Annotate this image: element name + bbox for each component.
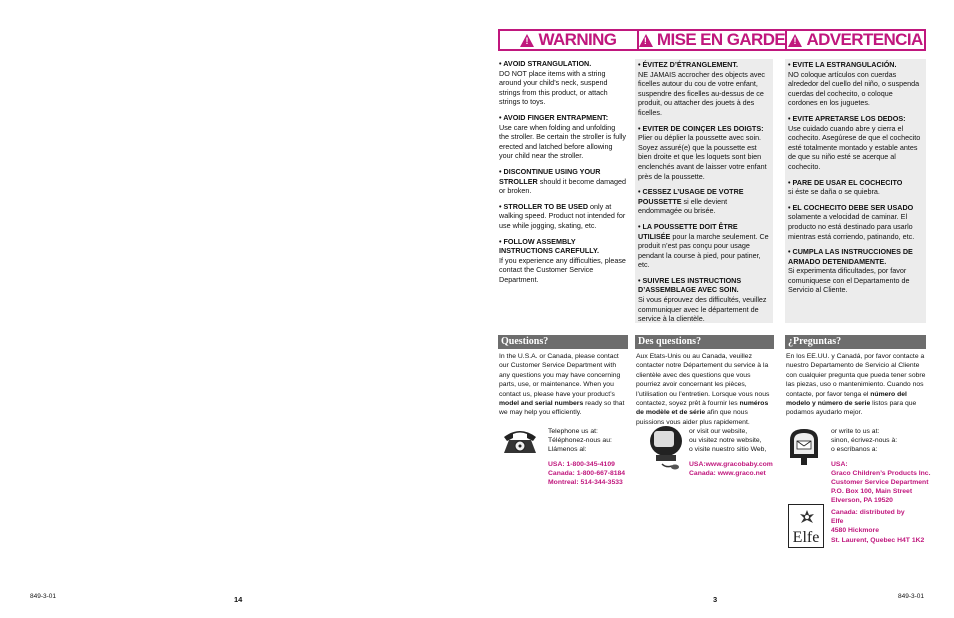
warning-item [638, 222, 771, 270]
mail-address: Graco Children’s Products Inc. [831, 469, 931, 477]
banner-advertencia-label: ADVERTENCIA [806, 30, 923, 49]
canada-line: St. Laurent, Quebec H4T 1K2 [831, 536, 925, 544]
warning-item [638, 60, 771, 118]
para-bold: numéros de modèle et de série [636, 400, 769, 417]
phone-line: Téléphonez-nous au: [548, 437, 612, 445]
web-canada: Canada: www.graco.net [689, 469, 766, 477]
warning-triangle-icon [520, 34, 534, 47]
warning-head: • ÉVITEZ D’ÉTRANGLEMENT. [638, 60, 738, 69]
warning-text: Si vous éprouvez des difficultés, veuillez communiquer avec le département de service à la clientèle. [638, 295, 767, 324]
page-number-right: 3 [713, 595, 718, 604]
warning-text: Use care when folding and unfolding the stroller. Be certain the stroller is fully erected and latched before allowing your child near the stroller. [499, 122, 627, 161]
web-line: ou visitez notre website, [689, 437, 762, 445]
phone-montreal: Montreal: 514-344-3533 [548, 479, 623, 487]
telephone-icon [500, 425, 540, 455]
warning-text: solamente a velocidad de caminar. El producto no está destinado para usarlo mientras está corriendo, patinando, etc. [788, 212, 915, 241]
footer-code-left: 849-3-01 [30, 593, 57, 600]
warning-text: pour la marche seulement. Ce produit n’est pas conçu pour usage pendant la course à pied, pour patiner, etc. [638, 231, 769, 270]
warning-banner [498, 29, 926, 51]
canada-line: 4580 Hickmore [831, 527, 879, 535]
questions-header-fr: Des questions? [635, 335, 774, 349]
elfe-logo [788, 504, 824, 548]
warning-text: Si experimenta dificultades, por favor comuniquese con el Departamento de Servicio al Cliente. [788, 266, 910, 295]
phone-usa: USA: 1-800-345-4109 [548, 460, 615, 468]
computer-icon [648, 424, 684, 472]
canada-distributor-block [831, 508, 941, 545]
warning-text: Use cuidado cuando abre y cierra el cochecito. Asegúrese de que el cochecito esté totalmente montado y estable antes de que su niño esté se acerque al cochecito. [788, 123, 921, 171]
warning-item [499, 59, 627, 107]
web-line: o visite nuestro sitio Web, [689, 446, 767, 454]
warning-triangle-icon [788, 34, 802, 47]
banner-advertencia [787, 31, 924, 49]
french-warnings [635, 59, 773, 323]
para-bold: model and serial numbers [499, 400, 584, 408]
banner-mise-label: MISE EN GARDE [656, 30, 786, 49]
warning-item [638, 187, 771, 216]
warning-head: • CESSEZ L’USAGE DE VOTRE POUSSETTE [638, 187, 744, 206]
warning-item [499, 202, 627, 231]
spanish-warnings [785, 59, 926, 323]
mailbox-icon [786, 426, 822, 466]
warning-head: • EVITER DE COINÇER LES DOIGTS: [638, 123, 764, 133]
warning-head: • DISCONTINUE USING YOUR STROLLER [499, 166, 601, 186]
mail-line: sinon, écrivez-nous à: [831, 437, 898, 445]
warning-head: • EVITE LA ESTRANGULACIÓN. [788, 60, 897, 69]
warning-head: • STROLLER TO BE USED [499, 201, 589, 211]
mail-line: o escríbanos a: [831, 446, 878, 454]
warning-head: • EVITE APRETARSE LOS DEDOS: [788, 113, 906, 123]
warning-text: NO coloque artículos con cuerdas alrededor del cuello del niño, o suspenda cuerdas del cochecito, o coloque cordones en los juguetes. [788, 69, 920, 108]
web-usa: USA:www.gracobaby.com [689, 460, 773, 468]
warning-head: • LA POUSSETTE DOIT ÊTRE UTILISÉE [638, 221, 738, 241]
warning-item [788, 203, 923, 241]
warning-head: • AVOID STRANGULATION. [499, 59, 592, 68]
para-text: In the U.S.A. or Canada, please contact our Customer Service Department with any questions you may have concerning parts, use, or maintenance. When you contact us, please have your product’s [499, 353, 621, 398]
questions-header-es: ¿Preguntas? [785, 335, 926, 349]
warning-text: Plier ou déplier la poussette avec soin. Soyez assuré(e) que la poussette est bien droite et que les loquets sont bien enclenchés avant de laisser votre enfant près de la poussette. [638, 133, 767, 181]
para-text: ready so that we may help you efficiently. [499, 400, 625, 417]
warning-triangle-icon [639, 34, 653, 47]
warning-text: NE JAMAIS accrocher des objects avec ficelles autour du cou de votre enfant, suspendre des ficelles au-dessus de ce produit, ou attacher des jouets à des ficelles. [638, 69, 766, 117]
warning-head: • FOLLOW ASSEMBLY INSTRUCTIONS CAREFULLY. [499, 236, 599, 256]
questions-text-es [786, 352, 926, 418]
warning-head: • CUMPLA LAS INSTRUCCIONES DE ARMADO DETENIDAMENTE. [788, 247, 913, 266]
para-text: Aux Etats-Unis ou au Canada, veuillez contacter notre Département du service à la clientèle avec des questions que vous pourriez avoir concernant les pièces, l’utilisation ou l’entretien. Lorsque vous nous contactez, soyez prêt à fournir les [636, 353, 770, 408]
footer-code-right: 849-3-01 [898, 593, 925, 600]
warning-item [499, 237, 627, 285]
warning-text: should it become damaged or broken. [499, 176, 627, 196]
warning-item [638, 276, 771, 324]
page-number-left: 14 [234, 595, 243, 604]
phone-line: Telephone us at: [548, 428, 598, 435]
para-text: listos para que podamos ayudarlo mejor. [786, 400, 917, 417]
mail-usa: USA: [831, 460, 848, 468]
elfe-logo-text: Elfe [792, 529, 820, 546]
warning-item [499, 167, 627, 196]
para-text: En los EE.UU. y Canadá, por favor contacte a nuestro Departamento de Servicio al Cliente con cualquier pregunta que pueda tener sobre las piezas, uso o mantenimiento. Cuando nos contacte, por favor tenga el [786, 353, 926, 398]
questions-text-en [499, 352, 627, 418]
warning-item [638, 124, 771, 182]
banner-warning [500, 31, 639, 49]
mail-address: Customer Service Department [831, 479, 929, 487]
mail-block [831, 427, 941, 506]
warning-text: si éste se daña o se quiebra. [788, 187, 880, 197]
warning-head: • AVOID FINGER ENTRAPMENT: [499, 112, 609, 122]
canada-line: Elfe [831, 518, 844, 526]
mail-address: Elverson, PA 19520 [831, 497, 893, 505]
banner-warning-label: WARNING [538, 30, 617, 49]
mail-address: P.O. Box 100, Main Street [831, 488, 913, 496]
warning-text: If you experience any difficulties, please contact the Customer Service Department. [499, 255, 626, 284]
english-warnings [499, 59, 627, 290]
questions-header-en: Questions? [498, 335, 628, 349]
para-text: afin que nous puissions vous aider plus rapidement. [636, 409, 750, 426]
questions-text-fr [636, 352, 774, 427]
warning-head: • PARE DE USAR EL COCHECITO [788, 177, 903, 187]
phone-canada: Canada: 1-800-667-8184 [548, 469, 626, 477]
warning-item [788, 178, 923, 197]
web-line: or visit our website, [689, 428, 748, 435]
warning-item [788, 114, 923, 172]
warning-item [499, 113, 627, 161]
warning-item [788, 60, 923, 108]
warning-head: • SUIVRE LES INSTRUCTIONS D’ASSEMBLAGE AVEC SOIN. [638, 275, 742, 295]
phone-block [548, 427, 633, 487]
warning-text: only at walking speed. Product not intended for use while jogging, skating, etc. [499, 201, 626, 230]
web-block [689, 427, 779, 478]
para-bold: número del modelo y número de serie [786, 390, 907, 408]
warning-head: • EL COCHECITO DEBE SER USADO [788, 202, 914, 212]
mail-line: or write to us at: [831, 428, 880, 435]
warning-item [788, 247, 923, 295]
warning-text: DO NOT place items with a string around your child’s neck, suspend strings from this product, or attach strings to toys. [499, 68, 608, 107]
warning-text: si elle devient endommagée ou brisée. [638, 196, 728, 216]
canada-line: Canada: distributed by [831, 509, 905, 516]
banner-mise [639, 31, 787, 49]
elfe-figure-icon [795, 508, 819, 530]
phone-line: Llámenos al: [548, 446, 587, 454]
